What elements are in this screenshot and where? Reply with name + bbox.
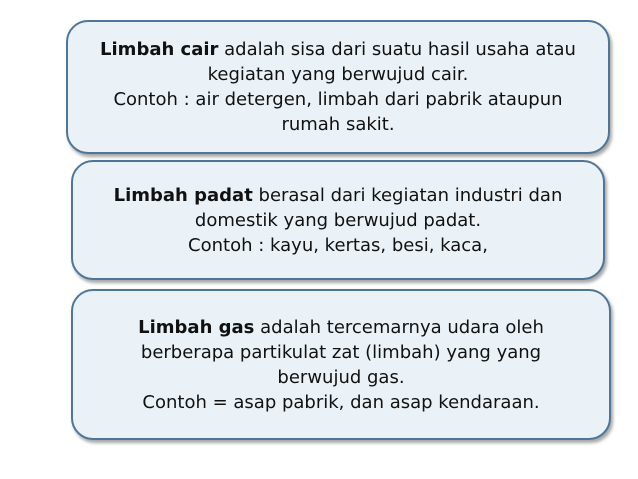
limbah-gas-definition-text: adalah tercemarnya udara oleh bbox=[254, 316, 544, 338]
limbah-gas-card bbox=[71, 289, 611, 440]
limbah-padat-card bbox=[71, 160, 605, 280]
limbah-cair-definition-line-2: kegiatan yang berwujud cair. bbox=[207, 64, 469, 85]
limbah-padat-definition-text: berasal dari kegiatan industri dan bbox=[252, 184, 563, 206]
limbah-cair-example-line-2: rumah sakit. bbox=[281, 114, 395, 135]
limbah-gas-definition-line-2: berberapa partikulat zat (limbah) yang yang bbox=[140, 341, 542, 363]
limbah-cair-card bbox=[66, 20, 610, 154]
limbah-gas-definition-line-1 bbox=[138, 315, 544, 340]
limbah-gas-example-line-1: Contoh = asap pabrik, dan asap kendaraan. bbox=[142, 391, 540, 413]
limbah-padat-term: Limbah padat bbox=[113, 184, 253, 206]
limbah-padat-definition-line-1 bbox=[114, 183, 563, 208]
limbah-cair-definition-line-1 bbox=[100, 37, 576, 62]
limbah-cair-term: Limbah cair bbox=[100, 39, 219, 60]
limbah-cair-definition-text: adalah sisa dari suatu hasil usaha atau bbox=[218, 39, 576, 60]
limbah-padat-definition-line-2: domestik yang berwujud padat. bbox=[194, 209, 482, 231]
limbah-gas-term: Limbah gas bbox=[138, 316, 255, 338]
limbah-cair-example-line-1: Contoh : air detergen, limbah dari pabrik ataupun bbox=[113, 89, 563, 110]
limbah-gas-definition-line-3: berwujud gas. bbox=[277, 366, 405, 388]
limbah-padat-example-line-1: Contoh : kayu, kertas, besi, kaca, bbox=[188, 234, 488, 256]
